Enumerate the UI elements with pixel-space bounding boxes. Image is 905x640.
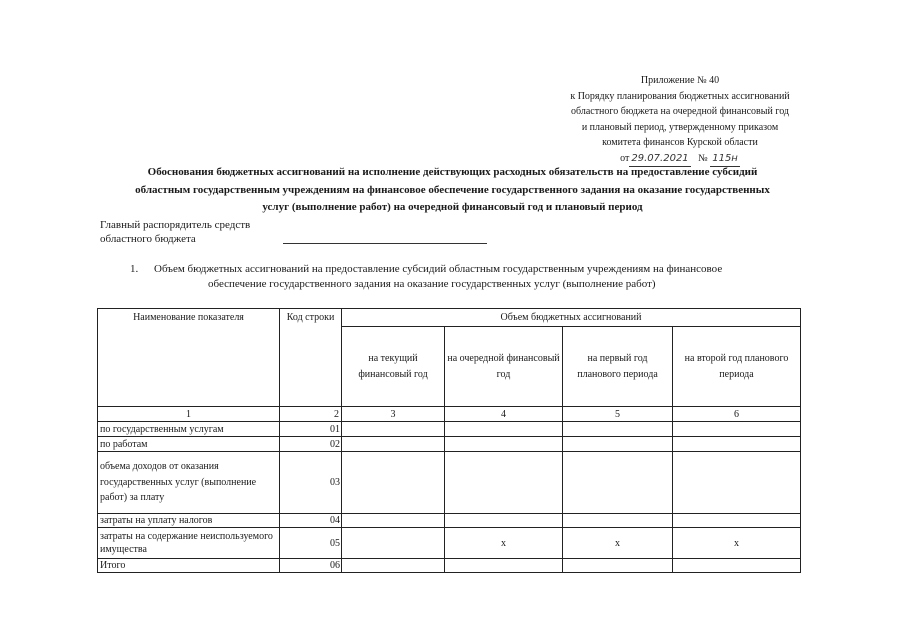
cell-first-plan-year[interactable]	[563, 559, 673, 573]
cell-second-plan-year[interactable]: х	[673, 528, 801, 559]
column-number: 3	[342, 407, 445, 422]
cell-next-year[interactable]	[445, 422, 563, 437]
cell-next-year[interactable]	[445, 452, 563, 514]
header-second-plan-year: на второй год планового периода	[673, 327, 801, 407]
column-number: 4	[445, 407, 563, 422]
appendix-line: к Порядку планирования бюджетных ассигнований	[570, 90, 790, 102]
document-title	[90, 164, 815, 217]
cell-first-plan-year[interactable]	[563, 437, 673, 452]
cell-current-year[interactable]	[342, 514, 445, 528]
title-line: Обоснования бюджетных ассигнований на исполнение действующих расходных обязательств на предоставление субсидий	[147, 166, 758, 178]
appendix-line: областного бюджета на очередной финансовый год	[570, 106, 790, 117]
section-number: 1.	[130, 263, 139, 275]
distributor-blank-line	[283, 243, 487, 244]
table-row	[98, 422, 801, 437]
appendix-line: и плановый период, утвержденному приказом	[581, 121, 779, 133]
cell-second-plan-year[interactable]	[673, 437, 801, 452]
main-distributor-label	[100, 218, 250, 246]
table-row	[98, 437, 801, 452]
cell-current-year[interactable]	[342, 437, 445, 452]
row-name: по работам	[98, 437, 280, 452]
row-code: 05	[280, 528, 342, 559]
row-code: 04	[280, 514, 342, 528]
cell-second-plan-year[interactable]	[673, 559, 801, 573]
date-prefix: от	[620, 152, 630, 164]
row-name: затраты на уплату налогов	[98, 514, 280, 528]
cell-first-plan-year[interactable]	[563, 514, 673, 528]
cell-first-plan-year[interactable]	[563, 422, 673, 437]
section-line-1: Объем бюджетных ассигнований на предоставление субсидий областным государственным учреждениям на финансовое	[154, 263, 723, 275]
table-row	[98, 452, 801, 514]
column-number: 5	[563, 407, 673, 422]
table-row	[98, 559, 801, 573]
number-prefix: №	[698, 152, 708, 164]
title-line: услуг (выполнение работ) на очередной финансовый год и плановый период	[262, 201, 643, 213]
header-indicator-name: Наименование показателя	[98, 309, 280, 407]
column-numbers-row	[98, 407, 801, 422]
row-code: 03	[280, 452, 342, 514]
column-number: 2	[280, 407, 342, 422]
cell-current-year[interactable]	[342, 559, 445, 573]
row-code: 01	[280, 422, 342, 437]
column-number: 1	[98, 407, 280, 422]
row-name: Итого	[98, 559, 280, 573]
row-name: объема доходов от оказания государственных услуг (выполнение работ) за плату	[98, 452, 280, 514]
header-current-year: на текущий финансовый год	[342, 327, 445, 407]
row-code: 02	[280, 437, 342, 452]
cell-second-plan-year[interactable]	[673, 422, 801, 437]
row-code: 06	[280, 559, 342, 573]
table-row	[98, 528, 801, 559]
cell-first-plan-year[interactable]	[563, 452, 673, 514]
cell-current-year[interactable]	[342, 452, 445, 514]
section-line-2: обеспечение государственного задания на оказание государственных услуг (выполнение работ)	[208, 277, 656, 290]
cell-second-plan-year[interactable]	[673, 452, 801, 514]
appendix-title: Приложение № 40	[640, 75, 720, 86]
budget-table	[97, 308, 801, 573]
row-name: по государственным услугам	[98, 422, 280, 437]
order-date: 29.07.2021	[629, 151, 690, 168]
cell-current-year[interactable]	[342, 422, 445, 437]
header-first-plan-year: на первый год планового периода	[563, 327, 673, 407]
cell-next-year[interactable]: х	[445, 528, 563, 559]
cell-next-year[interactable]	[445, 514, 563, 528]
header-budget-group: Объем бюджетных ассигнований	[342, 309, 801, 327]
appendix-block	[520, 73, 840, 167]
cell-current-year[interactable]	[342, 528, 445, 559]
order-number: 115н	[710, 151, 740, 168]
title-line: областным государственным учреждениям на финансовое обеспечение государственного задания на оказание государственных	[135, 183, 770, 196]
row-name: затраты на содержание неиспользуемого имущества	[98, 528, 280, 559]
cell-second-plan-year[interactable]	[673, 514, 801, 528]
cell-first-plan-year[interactable]: х	[563, 528, 673, 559]
cell-next-year[interactable]	[445, 559, 563, 573]
distributor-line-2: областного бюджета	[100, 233, 196, 245]
header-row-code: Код строки	[280, 309, 342, 407]
appendix-line: комитета финансов Курской области	[602, 137, 758, 148]
distributor-line-1: Главный распорядитель средств	[100, 219, 251, 231]
header-next-year: на очередной финансовый год	[445, 327, 563, 407]
cell-next-year[interactable]	[445, 437, 563, 452]
column-number: 6	[673, 407, 801, 422]
section-heading	[130, 262, 810, 291]
table-row	[98, 514, 801, 528]
